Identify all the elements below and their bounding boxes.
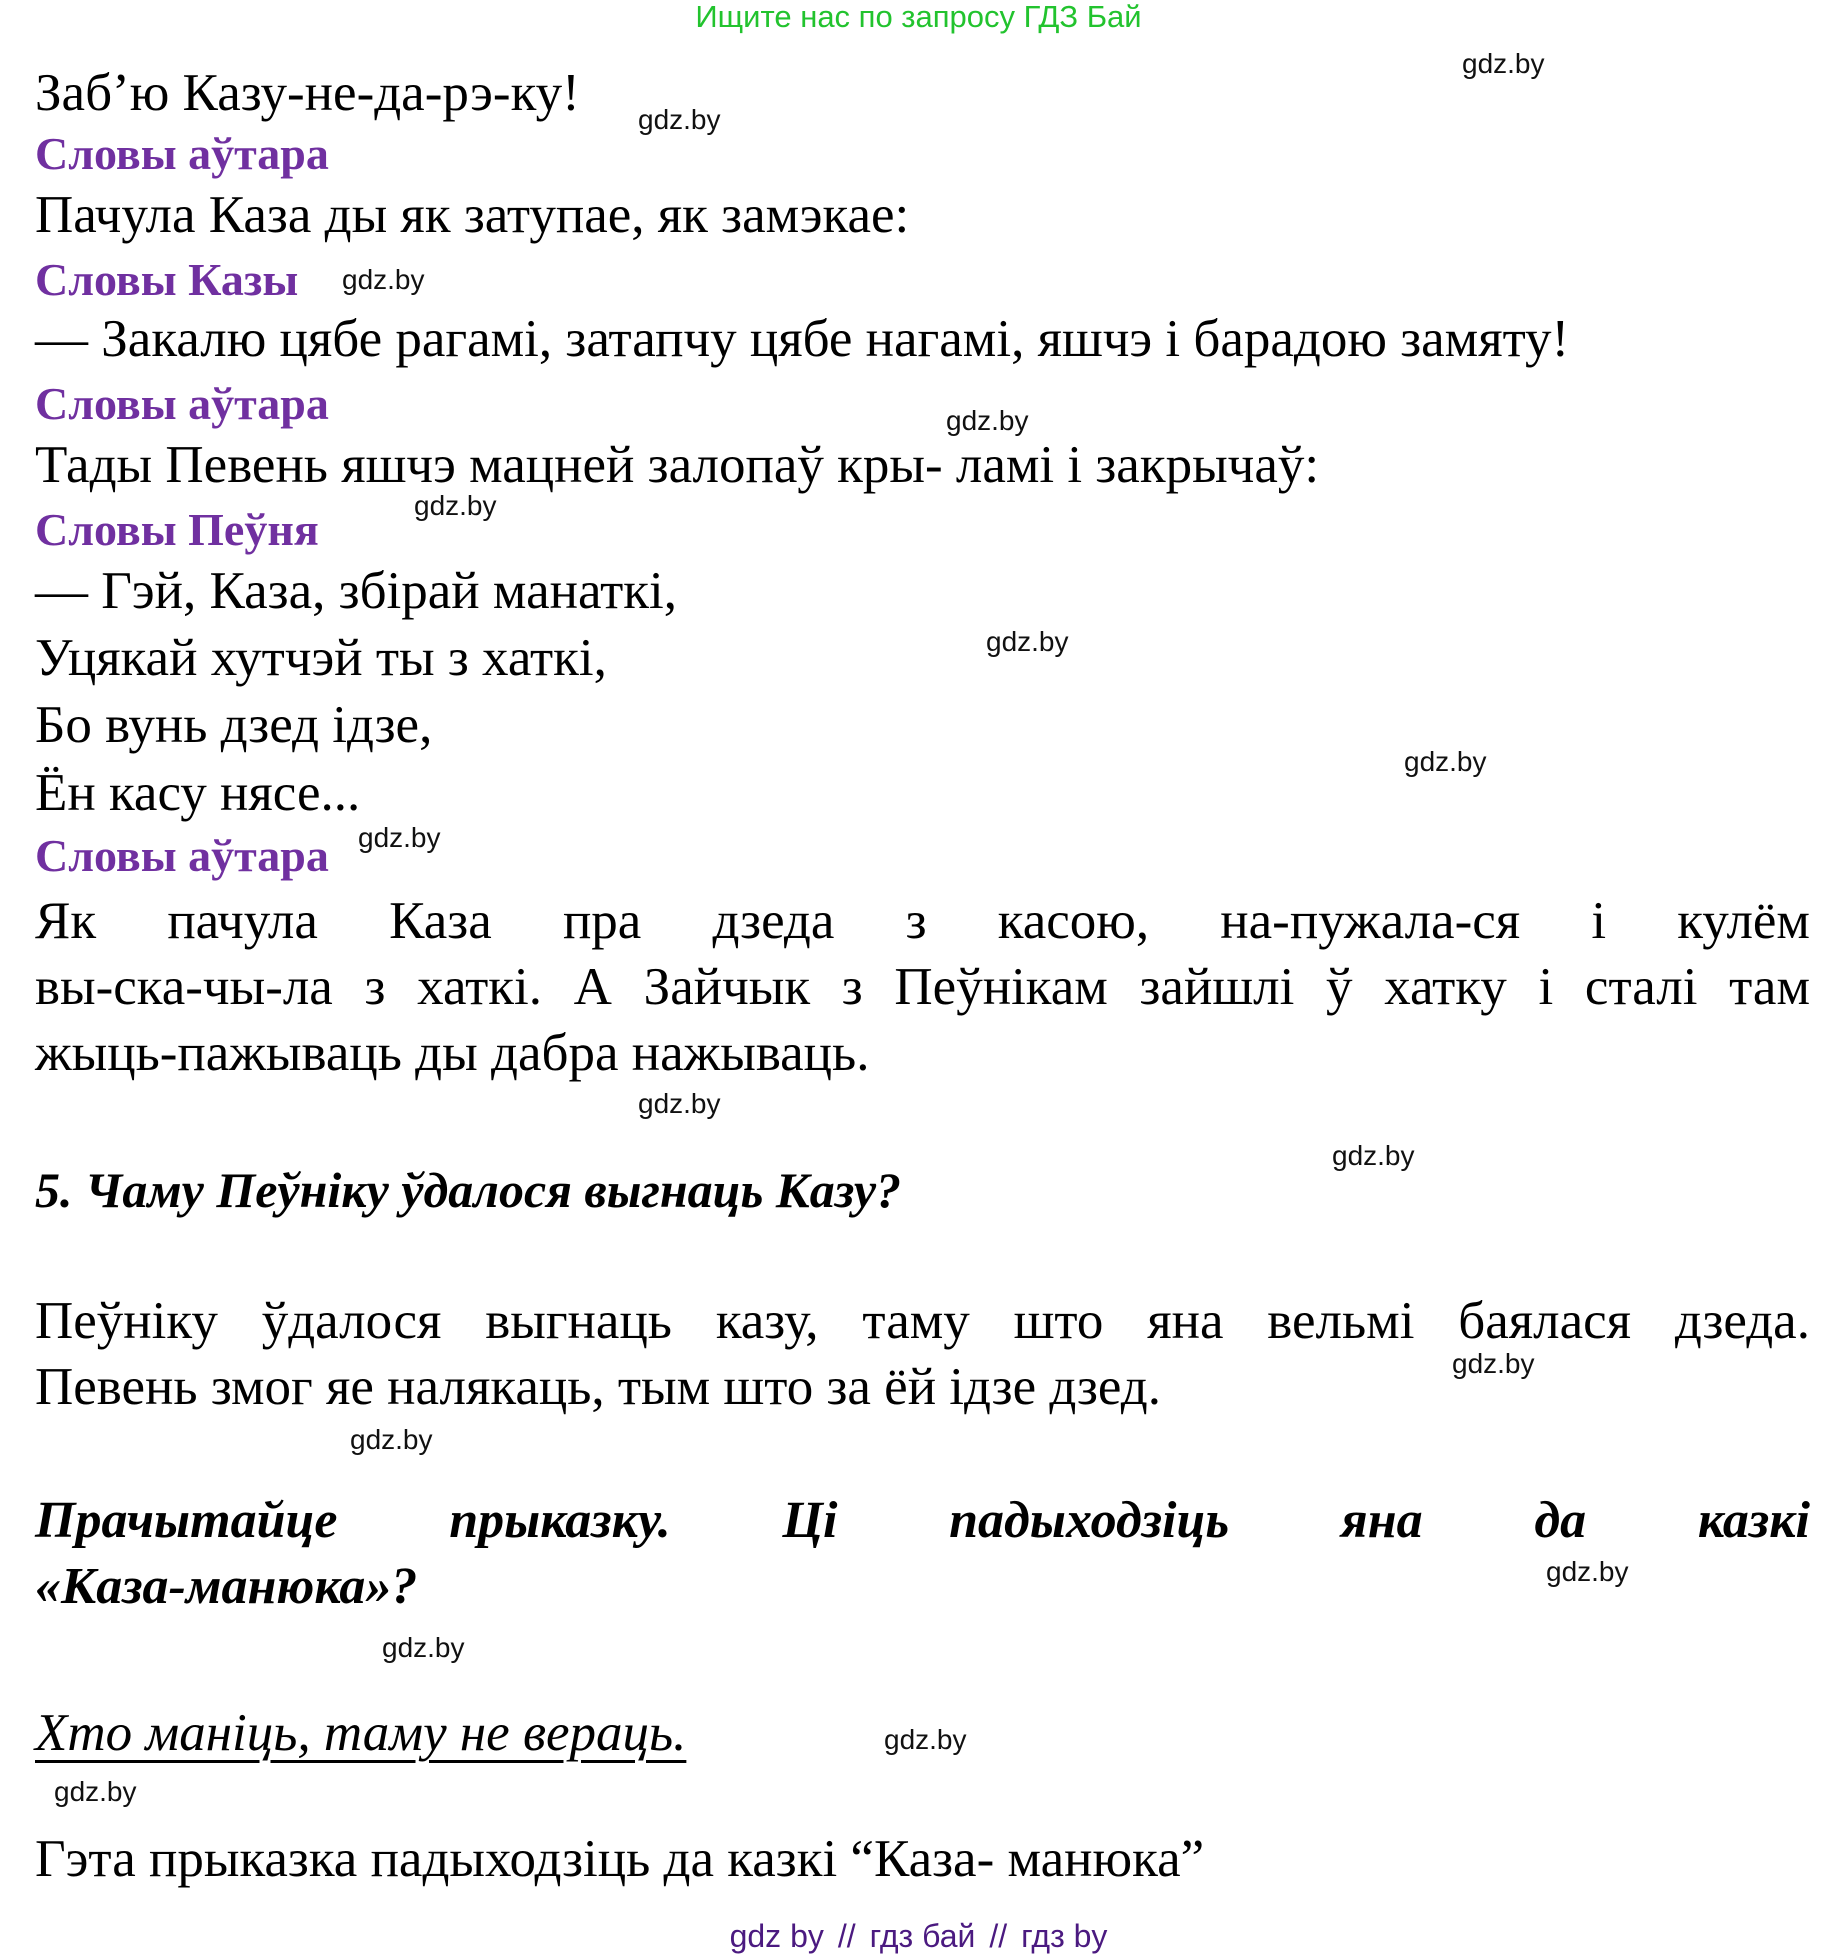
question-5-answer (35, 1288, 1810, 1420)
word: баялася (1458, 1292, 1631, 1350)
story-line-2: Пачула Каза ды як затупае, як замэкае: (35, 186, 910, 244)
word: яна (1340, 1492, 1423, 1549)
footer-link[interactable]: гдз бай (869, 1918, 976, 1954)
word: дзеда. (1674, 1292, 1810, 1350)
verse-line: Уцякай хутчэй ты з хаткі, (35, 629, 607, 687)
word: Пеўнікам (894, 958, 1108, 1016)
proverb: Хто маніць, таму не вераць. (35, 1704, 687, 1762)
word: з (841, 958, 863, 1016)
story-line-1: Заб’ю Казу-не-да-рэ-ку! (35, 64, 580, 122)
word: там (1729, 958, 1810, 1016)
word: хатку (1384, 958, 1507, 1016)
word: прыказку. (449, 1492, 671, 1549)
word: дзеда (712, 892, 835, 950)
watermark: gdz.by (986, 626, 1069, 657)
task-row-1 (35, 1488, 1810, 1554)
word: Пеўніку (35, 1292, 218, 1350)
watermark: gdz.by (350, 1424, 433, 1455)
verse-line: Бо вунь дзед ідзе, (35, 696, 433, 754)
label-author: Словы аўтара (35, 128, 329, 179)
word: Ці (782, 1492, 838, 1549)
watermark: gdz.by (946, 405, 1029, 436)
story-line-4: Тады Певень яшчэ мацней залопаў кры- ламі і закрычаў: (35, 436, 1320, 494)
word: Як (35, 892, 97, 950)
word: хаткі. (417, 958, 542, 1016)
word: выгнаць (485, 1292, 672, 1350)
word: пра (562, 892, 642, 950)
proverb-task-heading (35, 1488, 1810, 1620)
footer-link[interactable]: гдз by (1021, 1918, 1108, 1954)
word: і (1538, 958, 1554, 1016)
watermark: gdz.by (884, 1724, 967, 1755)
label-rooster: Словы Пеўня (35, 504, 319, 555)
watermark: gdz.by (1404, 746, 1487, 777)
word: кулём (1677, 892, 1810, 950)
story-line-3: — Закалю цябе рагамі, затапчу цябе нагамі, яшчэ і барадою замяту! (35, 310, 1570, 368)
word: вы-ска-чы-ла (35, 958, 333, 1016)
answer-row-2: Певень змог яе налякаць, тым што за ёй ідзе дзед. (35, 1358, 1161, 1416)
watermark: gdz.by (638, 1088, 721, 1119)
task-row-2: «Каза-манюка»? (35, 1558, 418, 1615)
verse-line: Ён касу нясе... (35, 764, 361, 822)
ending-row-3: жыць-пажываць ды дабра нажываць. (35, 1024, 870, 1082)
story-ending (35, 888, 1810, 1086)
label-author: Словы аўтара (35, 830, 329, 881)
word: Прачытайце (35, 1492, 338, 1549)
word: да (1534, 1492, 1587, 1549)
word: казу, (715, 1292, 819, 1350)
word: што (1013, 1292, 1104, 1350)
footer-link[interactable]: gdz by (729, 1918, 824, 1954)
footer-separator: // (837, 1918, 856, 1954)
label-author: Словы аўтара (35, 378, 329, 429)
watermark: gdz.by (414, 490, 497, 521)
watermark: gdz.by (638, 104, 721, 135)
ending-row-1 (35, 888, 1810, 954)
word: яна (1147, 1292, 1224, 1350)
word: зайшлі (1139, 958, 1295, 1016)
answer-row-1 (35, 1288, 1810, 1354)
word: пачула (167, 892, 318, 950)
watermark: gdz.by (1452, 1348, 1535, 1379)
watermark: gdz.by (342, 264, 425, 295)
search-banner[interactable]: Ищите нас по запросу ГДЗ Бай (695, 0, 1142, 34)
word: і (1591, 892, 1607, 950)
footer-separator: // (989, 1918, 1008, 1954)
word: вельмі (1267, 1292, 1415, 1350)
watermark: gdz.by (1462, 48, 1545, 79)
word: ў (1326, 958, 1353, 1016)
word: касою, (997, 892, 1150, 950)
word: з (905, 892, 927, 950)
word: сталі (1584, 958, 1698, 1016)
word: ўдалося (261, 1292, 442, 1350)
label-goat: Словы Казы (35, 254, 299, 305)
watermark: gdz.by (1546, 1556, 1629, 1587)
word: на-пужала-ся (1220, 892, 1521, 950)
word: Зайчык (643, 958, 811, 1016)
watermark: gdz.by (382, 1632, 465, 1663)
word: з (364, 958, 386, 1016)
word: А (573, 958, 612, 1016)
verse-line: — Гэй, Каза, збірай манаткі, (35, 562, 678, 620)
proverb-answer: Гэта прыказка падыходзіць да казкі “Каза- манюка” (35, 1830, 1205, 1888)
word: таму (862, 1292, 970, 1350)
word: казкі (1697, 1492, 1810, 1549)
watermark: gdz.by (1332, 1140, 1415, 1171)
word: Каза (389, 892, 492, 950)
word: падыходзіць (949, 1492, 1230, 1549)
watermark: gdz.by (54, 1776, 137, 1807)
watermark: gdz.by (358, 822, 441, 853)
ending-row-2 (35, 954, 1810, 1020)
footer-links (0, 1918, 1837, 1954)
question-5-heading: 5. Чаму Пеўніку ўдалося выгнаць Казу? (35, 1162, 902, 1218)
